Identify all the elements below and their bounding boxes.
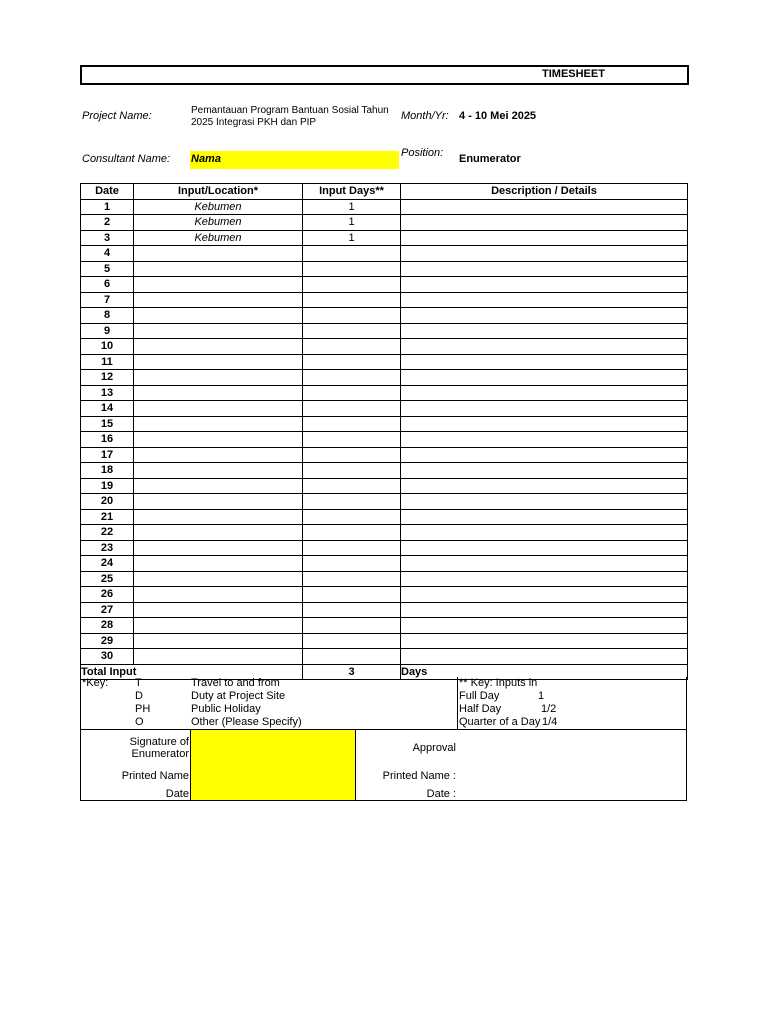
- row-location[interactable]: [134, 525, 303, 541]
- row-input-days[interactable]: 1: [303, 215, 401, 231]
- row-input-days[interactable]: [303, 370, 401, 386]
- row-date: 1: [81, 199, 134, 215]
- header-input-days: Input Days**: [303, 184, 401, 200]
- row-location[interactable]: [134, 602, 303, 618]
- row-date: 18: [81, 463, 134, 479]
- inputs-quarter-day-value: 1/4: [542, 716, 558, 728]
- row-location[interactable]: [134, 649, 303, 665]
- row-date: 24: [81, 556, 134, 572]
- table-row: [81, 308, 688, 324]
- row-location[interactable]: [134, 587, 303, 603]
- consultant-name-field[interactable]: [190, 151, 399, 169]
- key-code-o: O: [135, 716, 144, 728]
- table-row: [81, 292, 688, 308]
- inputs-key-label: ** Key: Inputs in: [459, 677, 538, 689]
- row-date: 25: [81, 571, 134, 587]
- row-location[interactable]: [134, 571, 303, 587]
- table-row: [81, 385, 688, 401]
- row-date: 15: [81, 416, 134, 432]
- row-date: 22: [81, 525, 134, 541]
- row-input-days[interactable]: [303, 416, 401, 432]
- row-date: 4: [81, 246, 134, 262]
- row-description[interactable]: [401, 370, 688, 386]
- table-row: [81, 571, 688, 587]
- row-date: 5: [81, 261, 134, 277]
- total-input-label: Total Input: [81, 664, 303, 680]
- row-location[interactable]: [134, 509, 303, 525]
- row-date: 6: [81, 277, 134, 293]
- row-input-days[interactable]: [303, 277, 401, 293]
- row-description[interactable]: [401, 525, 688, 541]
- row-input-days[interactable]: [303, 447, 401, 463]
- title-bar: [80, 65, 689, 85]
- table-row: [81, 277, 688, 293]
- row-date: 13: [81, 385, 134, 401]
- row-description[interactable]: [401, 618, 688, 634]
- key-divider: [457, 677, 458, 729]
- row-date: 19: [81, 478, 134, 494]
- row-date: 7: [81, 292, 134, 308]
- row-location[interactable]: [134, 432, 303, 448]
- row-description[interactable]: [401, 447, 688, 463]
- table-row: [81, 370, 688, 386]
- approval-printed-name-label: Printed Name :: [382, 770, 456, 782]
- row-location[interactable]: [134, 308, 303, 324]
- row-location[interactable]: [134, 354, 303, 370]
- row-description[interactable]: [401, 432, 688, 448]
- row-description[interactable]: [401, 478, 688, 494]
- row-input-days[interactable]: [303, 261, 401, 277]
- row-location[interactable]: [134, 633, 303, 649]
- row-description[interactable]: [401, 509, 688, 525]
- signature-section: [80, 729, 687, 801]
- row-date: 12: [81, 370, 134, 386]
- row-input-days[interactable]: [303, 432, 401, 448]
- table-row: [81, 354, 688, 370]
- table-row: [81, 261, 688, 277]
- row-date: 28: [81, 618, 134, 634]
- row-input-days[interactable]: [303, 540, 401, 556]
- row-date: 30: [81, 649, 134, 665]
- row-description[interactable]: [401, 385, 688, 401]
- row-input-days[interactable]: [303, 463, 401, 479]
- signature-label-line1: Signature of: [129, 736, 189, 748]
- row-location[interactable]: [134, 556, 303, 572]
- row-description[interactable]: [401, 602, 688, 618]
- row-input-days[interactable]: [303, 602, 401, 618]
- table-row: [81, 556, 688, 572]
- row-input-days[interactable]: [303, 292, 401, 308]
- row-description[interactable]: [401, 246, 688, 262]
- row-description[interactable]: [401, 463, 688, 479]
- table-row: [81, 416, 688, 432]
- row-description[interactable]: [401, 494, 688, 510]
- printed-name-label: Printed Name: [121, 770, 189, 782]
- key-text-t: Travel to and from: [191, 677, 280, 689]
- date-label: Date: [165, 788, 189, 800]
- row-date: 8: [81, 308, 134, 324]
- row-date: 3: [81, 230, 134, 246]
- row-location[interactable]: [134, 618, 303, 634]
- row-input-days[interactable]: [303, 587, 401, 603]
- header-location: Input/Location*: [134, 184, 303, 200]
- consultant-name-value: Nama: [191, 153, 221, 165]
- row-input-days[interactable]: 1: [303, 230, 401, 246]
- approval-label: Approval: [412, 742, 456, 754]
- position-label: Position:: [401, 147, 444, 159]
- row-description[interactable]: [401, 215, 688, 231]
- table-row: [81, 215, 688, 231]
- row-location[interactable]: [134, 540, 303, 556]
- row-location[interactable]: [134, 401, 303, 417]
- row-location[interactable]: [134, 261, 303, 277]
- row-input-days[interactable]: [303, 323, 401, 339]
- table-row: [81, 401, 688, 417]
- header-description: Description / Details: [401, 184, 688, 200]
- row-input-days[interactable]: [303, 494, 401, 510]
- row-date: 14: [81, 401, 134, 417]
- row-location[interactable]: Kebumen: [134, 215, 303, 231]
- row-input-days[interactable]: [303, 649, 401, 665]
- month-year-label: Month/Yr:: [401, 110, 449, 122]
- table-header-row: [81, 184, 688, 200]
- row-location[interactable]: [134, 463, 303, 479]
- table-row: [81, 339, 688, 355]
- row-location[interactable]: [134, 246, 303, 262]
- inputs-quarter-day-text: Quarter of a Day: [459, 716, 541, 728]
- position-value[interactable]: Enumerator: [459, 153, 521, 165]
- row-description[interactable]: [401, 308, 688, 324]
- row-input-days[interactable]: [303, 556, 401, 572]
- inputs-full-day-text: Full Day: [459, 690, 500, 702]
- row-input-days[interactable]: [303, 633, 401, 649]
- table-row: [81, 447, 688, 463]
- table-row: [81, 478, 688, 494]
- row-description[interactable]: [401, 587, 688, 603]
- table-row: [81, 509, 688, 525]
- table-row: [81, 199, 688, 215]
- table-row: [81, 649, 688, 665]
- project-name-value[interactable]: Pemantauan Program Bantuan Sosial Tahun 2025 Integrasi PKH dan PIP: [191, 105, 389, 128]
- row-input-days[interactable]: [303, 478, 401, 494]
- key-label: *Key:: [82, 677, 109, 689]
- row-location[interactable]: [134, 370, 303, 386]
- row-description[interactable]: [401, 354, 688, 370]
- table-row: [81, 323, 688, 339]
- enumerator-signature-field[interactable]: [190, 730, 356, 800]
- row-date: 26: [81, 587, 134, 603]
- row-description[interactable]: [401, 323, 688, 339]
- row-location[interactable]: [134, 494, 303, 510]
- row-input-days[interactable]: [303, 525, 401, 541]
- inputs-full-day-value: 1: [538, 690, 545, 702]
- row-input-days[interactable]: [303, 509, 401, 525]
- table-row: [81, 587, 688, 603]
- key-text-d: Duty at Project Site: [191, 690, 286, 702]
- row-date: 29: [81, 633, 134, 649]
- month-year-value[interactable]: 4 - 10 Mei 2025: [459, 110, 537, 122]
- total-input-unit: Days: [401, 664, 688, 680]
- table-row: [81, 246, 688, 262]
- key-code-t: T: [135, 677, 142, 689]
- row-description[interactable]: [401, 230, 688, 246]
- table-row: [81, 540, 688, 556]
- row-description[interactable]: [401, 261, 688, 277]
- row-location[interactable]: [134, 416, 303, 432]
- row-description[interactable]: [401, 571, 688, 587]
- signature-label-line2: Enumerator: [131, 748, 189, 760]
- row-input-days[interactable]: [303, 339, 401, 355]
- row-input-days[interactable]: [303, 571, 401, 587]
- row-location[interactable]: [134, 277, 303, 293]
- row-date: 17: [81, 447, 134, 463]
- row-input-days[interactable]: [303, 618, 401, 634]
- page-title: TIMESHEET: [542, 68, 605, 80]
- row-location[interactable]: [134, 339, 303, 355]
- row-location[interactable]: [134, 385, 303, 401]
- row-location[interactable]: [134, 292, 303, 308]
- row-description[interactable]: [401, 540, 688, 556]
- key-text-ph: Public Holiday: [191, 703, 261, 715]
- table-row: [81, 230, 688, 246]
- row-input-days[interactable]: [303, 385, 401, 401]
- key-code-d: D: [135, 690, 143, 702]
- row-location[interactable]: [134, 478, 303, 494]
- key-section: [80, 677, 687, 730]
- table-row: [81, 463, 688, 479]
- row-input-days[interactable]: [303, 354, 401, 370]
- row-description[interactable]: [401, 277, 688, 293]
- inputs-half-day-value: 1/2: [541, 703, 557, 715]
- total-input-value: 3: [303, 664, 401, 680]
- key-code-ph: PH: [135, 703, 151, 715]
- table-row: [81, 618, 688, 634]
- row-date: 23: [81, 540, 134, 556]
- table-row: [81, 432, 688, 448]
- key-text-o: Other (Please Specify): [191, 716, 302, 728]
- approval-date-label: Date :: [426, 788, 456, 800]
- row-date: 9: [81, 323, 134, 339]
- row-description[interactable]: [401, 416, 688, 432]
- row-description[interactable]: [401, 292, 688, 308]
- project-name-label: Project Name:: [82, 110, 152, 122]
- row-description[interactable]: [401, 649, 688, 665]
- table-row: [81, 525, 688, 541]
- row-date: 20: [81, 494, 134, 510]
- row-date: 27: [81, 602, 134, 618]
- row-description[interactable]: [401, 556, 688, 572]
- row-date: 2: [81, 215, 134, 231]
- row-input-days[interactable]: 1: [303, 199, 401, 215]
- row-input-days[interactable]: [303, 401, 401, 417]
- row-location[interactable]: Kebumen: [134, 230, 303, 246]
- table-row: [81, 602, 688, 618]
- row-date: 11: [81, 354, 134, 370]
- table-row: [81, 494, 688, 510]
- row-date: 10: [81, 339, 134, 355]
- row-description[interactable]: [401, 633, 688, 649]
- header-date: Date: [81, 184, 134, 200]
- row-location[interactable]: Kebumen: [134, 199, 303, 215]
- row-location[interactable]: [134, 323, 303, 339]
- row-input-days[interactable]: [303, 246, 401, 262]
- row-description[interactable]: [401, 199, 688, 215]
- consultant-name-label: Consultant Name:: [82, 153, 171, 165]
- row-date: 16: [81, 432, 134, 448]
- row-input-days[interactable]: [303, 308, 401, 324]
- row-location[interactable]: [134, 447, 303, 463]
- timesheet-table: [80, 183, 688, 680]
- row-description[interactable]: [401, 401, 688, 417]
- table-row: [81, 633, 688, 649]
- row-date: 21: [81, 509, 134, 525]
- row-description[interactable]: [401, 339, 688, 355]
- inputs-half-day-text: Half Day: [459, 703, 502, 715]
